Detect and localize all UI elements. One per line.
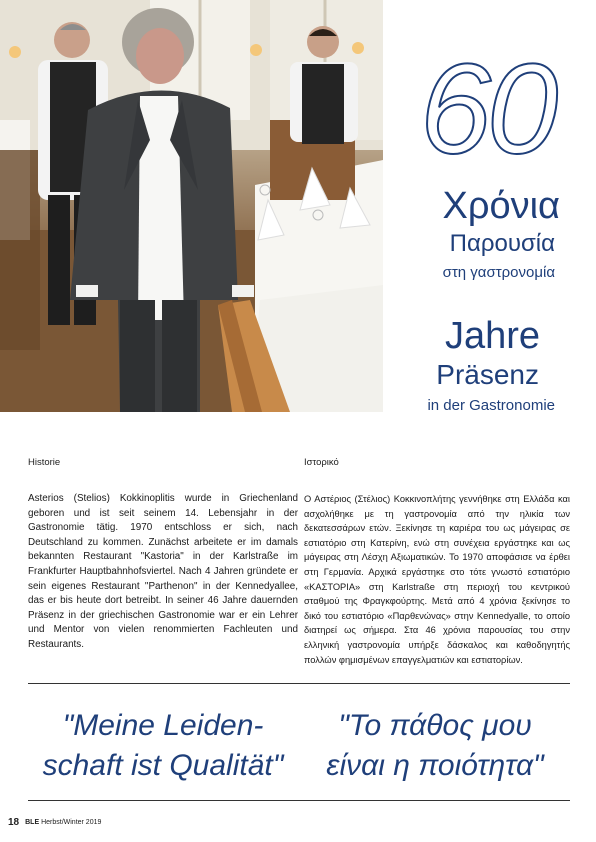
right-column-body: Ο Αστέριος (Στέλιος) Κοκκινοπλήτης γεννήθηκε στη Ελλάδα και ασχολήθηκε με τη γαστρονομία από την ηλικία των δεκατεσσάρων ετών. Ξεκίνησε τη καριέρα του ως μάγειρας σε εστιατόριο στη Κατερίνη, ενώ στη συνέχεια εργάστηκε και ως μάγειρας στη Λέσχη Αξιωματικών. Το 1970 αποφάσισε να έρθει στη Γερμανία. Αρχικά εργάστηκε στο τότε γνωστό εστιατόριο «ΚΑΣΤΟΡΙΑ» στη Karlstraße στη περιοχή του κεντρικού σταθμού της Φραγκφούρτης. Μετά από 4 χρόνια ξεκίνησε το δικό του εστιατόριο «Παρθενώνας» στην Kennedyalle, το οποίο διατηρεί ως σήμερα. Στα 46 χρόνια παρουσίας του στην ελληνική γαστρονομία υπήρξε δάσκαλος και καθοδηγητής πολλών φημισμένων επαγγελματιών και εστιατορίων. — [304, 494, 570, 665]
divider-bottom — [28, 800, 570, 801]
issue-label: Herbst/Winter 2019 — [41, 819, 102, 826]
divider-top — [28, 683, 570, 684]
photo-illustration — [0, 0, 383, 412]
german-headline-presence: Präsenz — [436, 359, 539, 390]
greek-headline-gastronomy: στη γαστρονομία — [442, 264, 555, 281]
restaurant-photo — [0, 0, 383, 412]
left-column-heading: Historie — [28, 457, 61, 468]
page-footer — [8, 818, 101, 828]
right-column-heading: Ιστορικό — [304, 457, 339, 468]
left-column-body: Asterios (Stelios) Kokkinoplitis wurde in Griechenland geboren und ist seit seinem 14. Lebensjahr in der Gastronomie tätig. 1970 entschloss er sich, nach Deutschland zu kommen. Zunächst arbeitete er im damals bekannten Restaurant "Kastoria" in der Karlstraße im Frankfurter Hauptbahnhofsviertel. Nach 4 Jahren gründete er sein eigenes Restaurant "Parthenon" in der Kennedyallee, das er bis heute dort betreibt. In seiner 46 Jahre dauernden Präsenz in der griechischen Gastronomie war er ein Lehrer und Mentor von vielen renommierten Fachleuten und Restaurants. — [28, 493, 298, 650]
german-headline-gastronomy: in der Gastronomie — [427, 397, 555, 414]
german-quote: "Meine Leiden- schaft ist Qualität" — [42, 709, 284, 782]
page-number: 18 — [8, 817, 20, 828]
magazine-name: BLE — [25, 819, 40, 826]
big-number-60: 60 — [419, 38, 555, 181]
german-headline-years: Jahre — [444, 315, 540, 357]
greek-headline-years: Χρόνια — [442, 185, 560, 227]
greek-quote: "Το πάθος μου είναι η ποιότητα" — [326, 709, 544, 782]
greek-headline-presence: Παρουσία — [449, 230, 555, 257]
